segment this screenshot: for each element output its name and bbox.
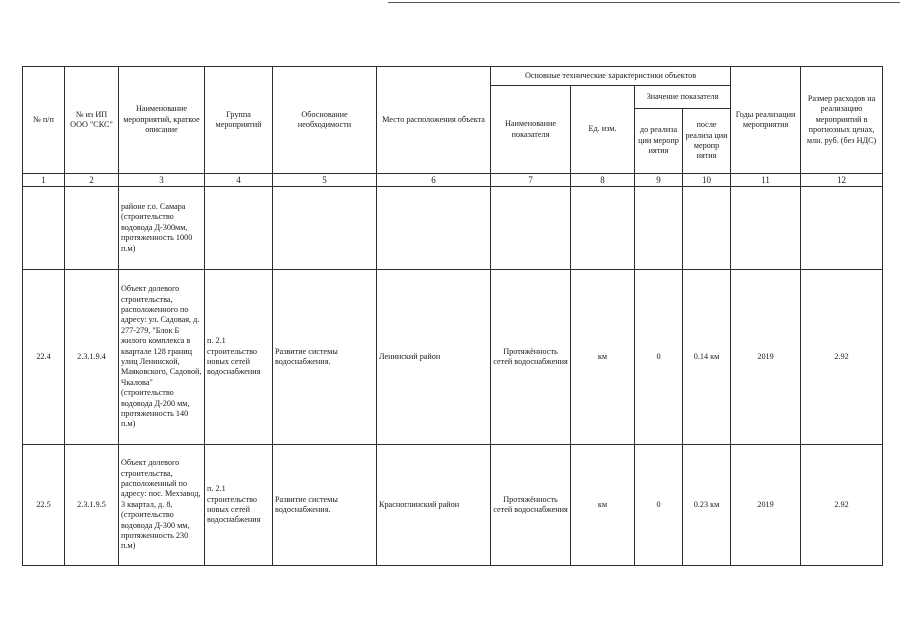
column-number: 10 [683,174,731,187]
table-row [23,445,883,566]
header-place: Место расположения объекта [377,67,491,174]
column-number: 9 [635,174,683,187]
column-number: 5 [273,174,377,187]
row-no: 22.5 [23,445,65,566]
column-number: 7 [491,174,571,187]
row-no: 22.4 [23,270,65,445]
row-reason: Развитие системы водоснабжения. [273,270,377,445]
row-ip: 2.3.1.9.4 [65,270,119,445]
row-place [377,187,491,270]
column-number: 1 [23,174,65,187]
row-name: районе г.о. Самара (строительство водовода Д-300мм, протяженность 1000 п.м) [119,187,205,270]
row-after: 0.14 км [683,270,731,445]
row-cost: 2.92 [801,445,883,566]
header-no: № п/п [23,67,65,174]
column-number: 6 [377,174,491,187]
row-after [683,187,731,270]
column-number: 4 [205,174,273,187]
column-number-row [23,174,883,187]
row-place: Красноглинский район [377,445,491,566]
row-unit: км [571,445,635,566]
column-number: 11 [731,174,801,187]
row-reason [273,187,377,270]
row-place: Ленинский район [377,270,491,445]
row-group: п. 2.1 строительство новых сетей водоснабжения [205,270,273,445]
header-ip: № из ИП ООО "СКС" [65,67,119,174]
row-unit [571,187,635,270]
top-rule [388,2,900,3]
row-before: 0 [635,445,683,566]
row-name: Объект долевого строительства, расположенного по адресу: ул. Садовая, д. 277-279, "Блок Б жилого комплекса в квартале 128 границ улиц Ленинской, Маяковского, Садовой, Чкалова" (строительство водовода Д-200 мм, протяженность 140 п.м) [119,270,205,445]
header-reason: Обоснование необходимости [273,67,377,174]
row-cost [801,187,883,270]
row-group: п. 2.1 строительство новых сетей водоснабжения [205,445,273,566]
header-value-group: Значение показателя [635,86,731,109]
row-name: Объект долевого строительства, расположенный по адресу: пос. Мехзавод, 3 квартал, д. 8, (строительство водовода Д-300 мм, протяженность 230 п.м) [119,445,205,566]
header-years: Годы реализации мероприятия [731,67,801,174]
row-indicator [491,187,571,270]
row-year [731,187,801,270]
row-before: 0 [635,270,683,445]
header-after: после реализа ции меропр иятия [683,109,731,174]
row-reason: Развитие системы водоснабжения. [273,445,377,566]
table-row [23,270,883,445]
row-year: 2019 [731,445,801,566]
row-after: 0.23 км [683,445,731,566]
header-tech-group: Основные технические характеристики объектов [491,67,731,86]
header-group: Группа мероприятий [205,67,273,174]
measures-table [22,66,883,566]
row-no [23,187,65,270]
row-indicator: Протяжённость сетей водоснабжения [491,445,571,566]
header-name: Наименование мероприятий, краткое описание [119,67,205,174]
row-before [635,187,683,270]
row-unit: км [571,270,635,445]
header-indicator: Наименование показателя [491,86,571,174]
row-indicator: Протяжённость сетей водоснабжения [491,270,571,445]
column-number: 3 [119,174,205,187]
column-number: 2 [65,174,119,187]
header-unit: Ед. изм. [571,86,635,174]
row-year: 2019 [731,270,801,445]
row-ip [65,187,119,270]
header-before: до реализа ции меропр иятия [635,109,683,174]
row-ip: 2.3.1.9.5 [65,445,119,566]
table-row [23,187,883,270]
header-row-1 [23,67,883,86]
row-cost: 2.92 [801,270,883,445]
header-cost: Размер расходов на реализацию мероприятий в прогнозных ценах, млн. руб. (без НДС) [801,67,883,174]
column-number: 12 [801,174,883,187]
column-number: 8 [571,174,635,187]
row-group [205,187,273,270]
